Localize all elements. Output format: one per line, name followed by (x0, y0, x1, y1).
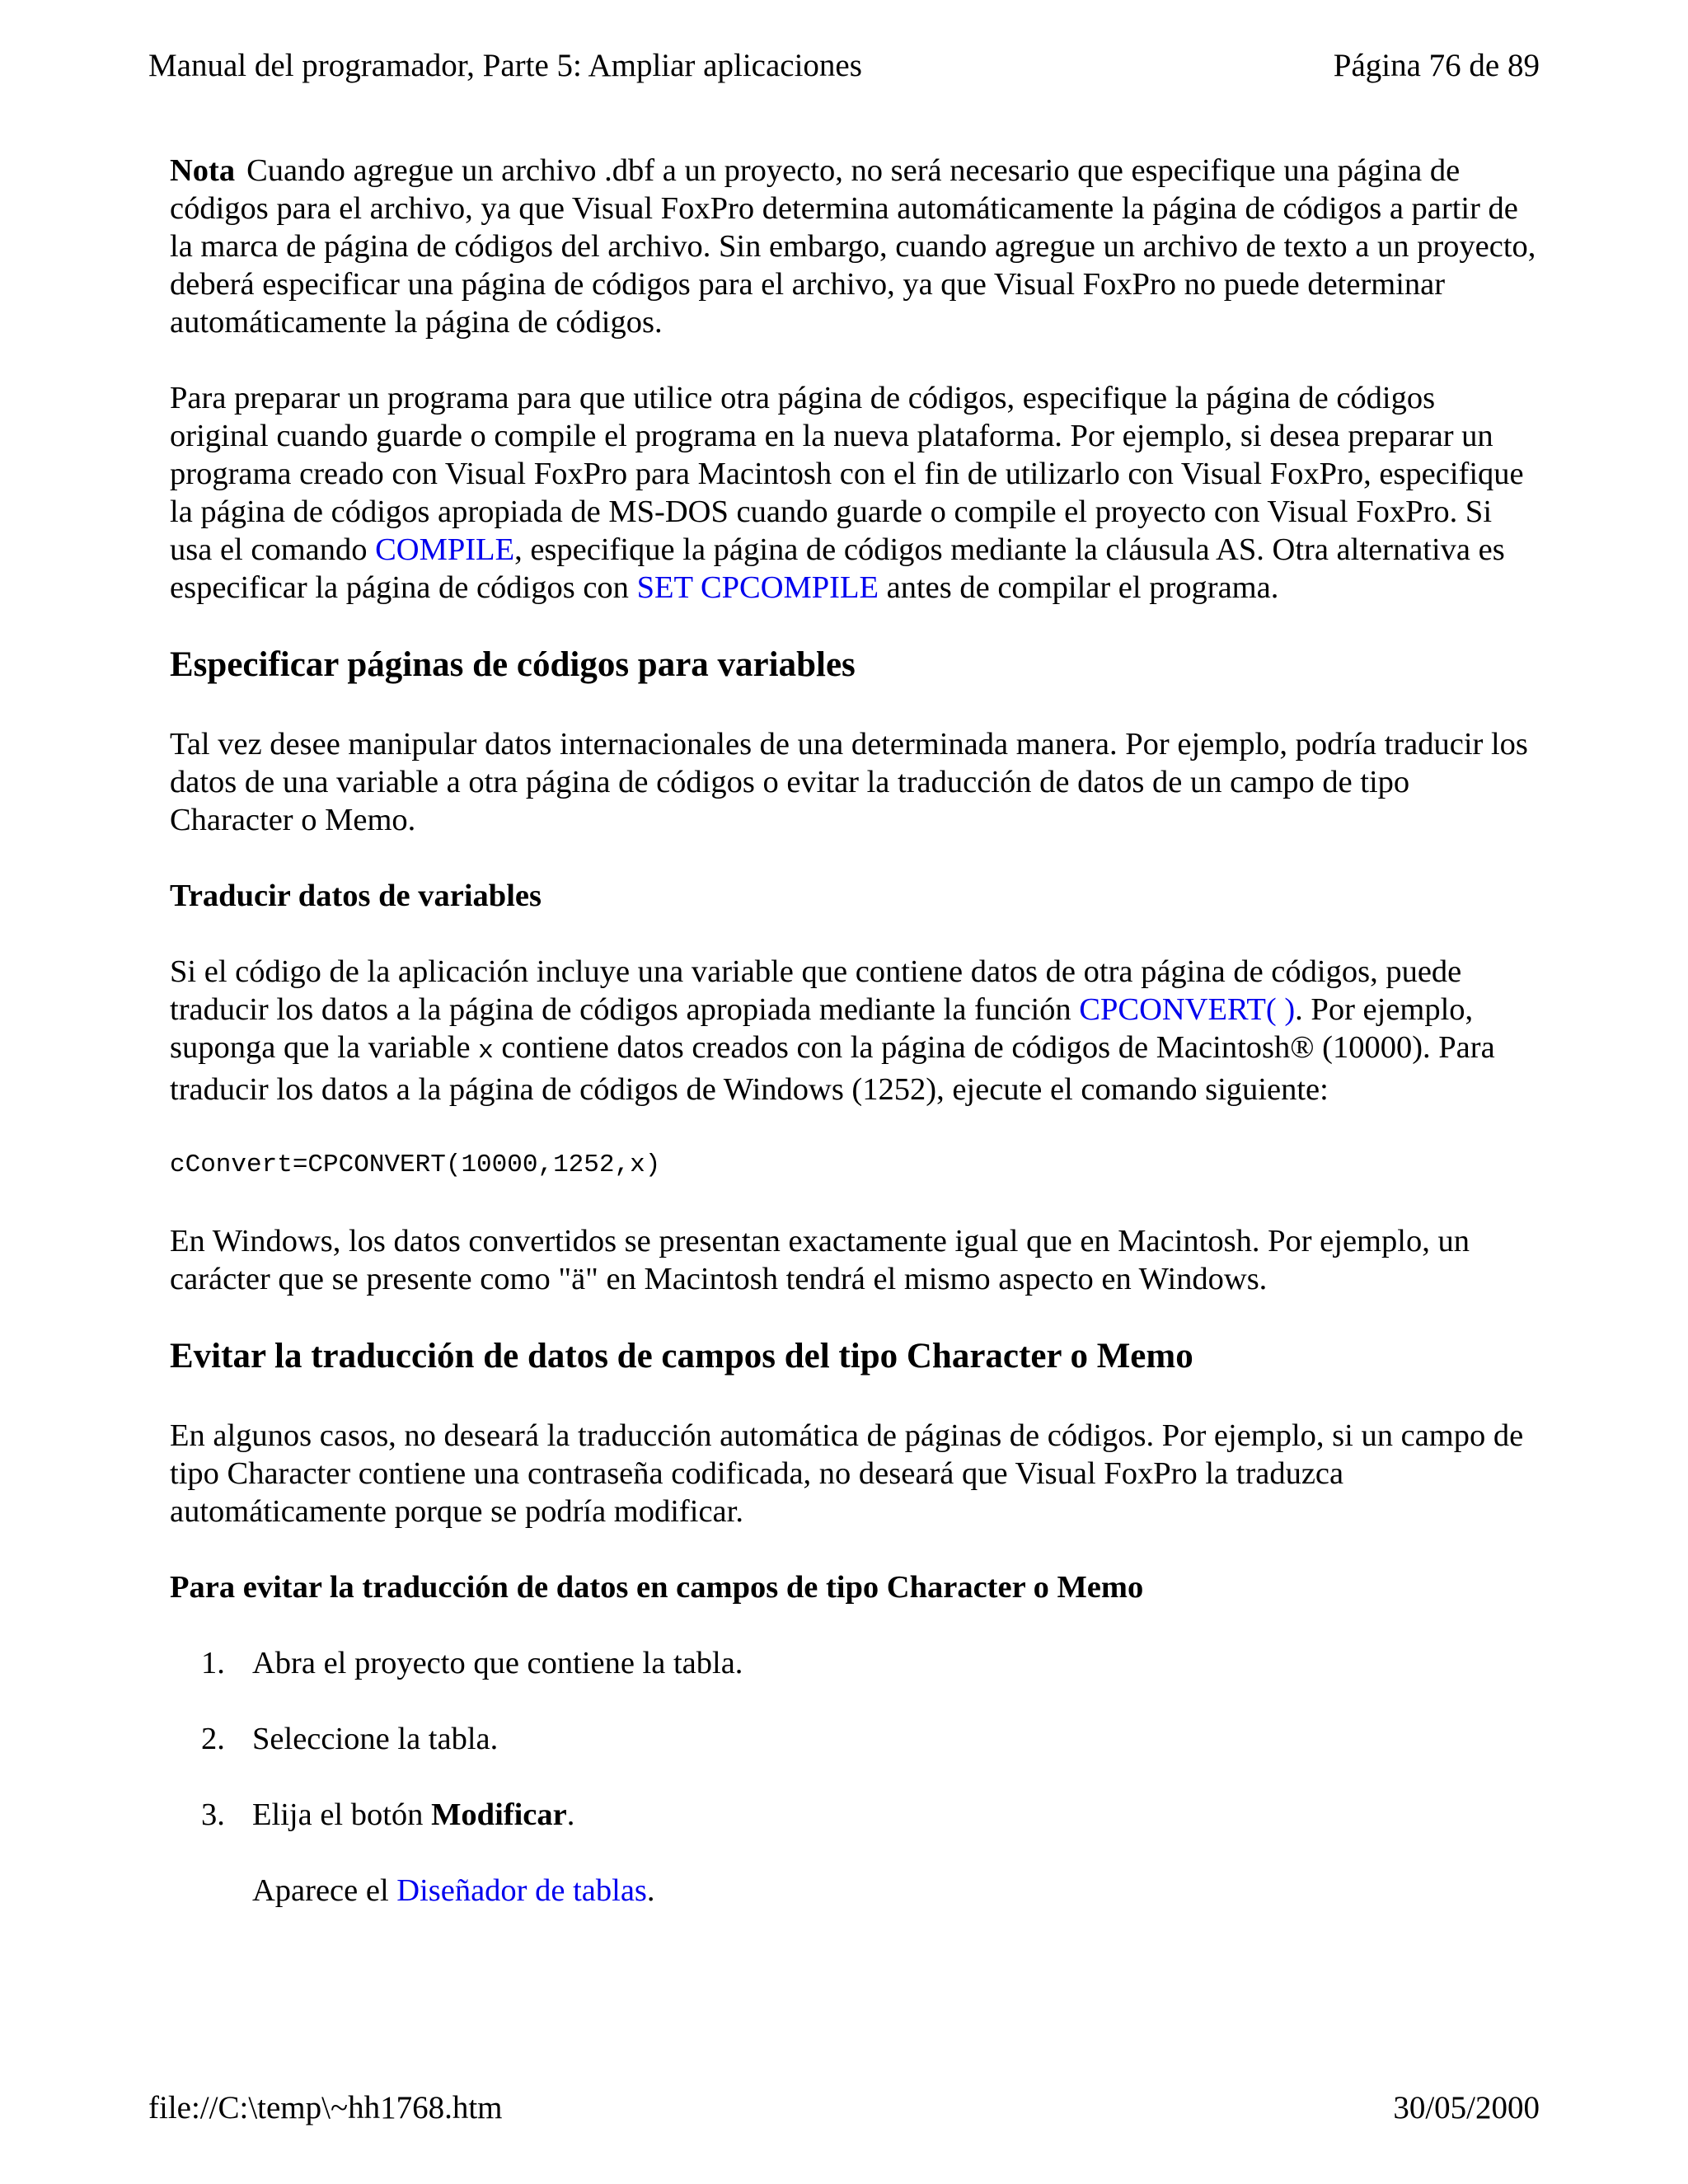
prepare-text-2: , especifique la página de códigos mediante la cláusula AS. Otra alternativa es especificar la página de códigos con (170, 532, 1505, 605)
step-number: 2. (201, 1722, 225, 1756)
document-title: Manual del programador, Parte 5: Ampliar aplicaciones (148, 48, 862, 83)
print-date: 30/05/2000 (1393, 2090, 1540, 2125)
code-example: cConvert=CPCONVERT(10000,1252,x) (170, 1151, 661, 1179)
prepare-paragraph (170, 379, 1538, 607)
step-number: 3. (201, 1797, 225, 1832)
page-footer (148, 2088, 1540, 2128)
translate-text-3: contiene datos creados con la página de códigos de Macintosh® (10000). Para traducir los datos a la página de códigos de Windows (1252), ejecute el comando siguiente: (170, 1030, 1495, 1107)
heading-variables: Especificar páginas de códigos para variables (170, 645, 856, 684)
variables-intro: Tal vez desee manipular datos internacionales de una determinada manera. Por ejemplo, podría traducir los datos de una variable a otra página de códigos o evitar la traducción de datos de un campo de tipo Character o Memo. (170, 727, 1528, 837)
step-text: Seleccione la tabla. (252, 1722, 499, 1756)
procedure-steps (170, 1644, 1538, 1834)
step-text-end: . (566, 1797, 575, 1832)
table-designer-link[interactable]: Diseñador de tablas (396, 1873, 647, 1908)
set-cpcompile-link[interactable]: SET CPCOMPILE (636, 570, 879, 605)
prepare-text-1: Para preparar un programa para que utilice otra página de códigos, especifique la página de códigos original cuando guarde o compile el programa en la nueva plataforma. Por ejemplo, si desea preparar un programa creado con Visual FoxPro para Macintosh con el fin de utilizarlo con Visual FoxPro, especifique la página de códigos apropiada de MS-DOS cuando guarde o compile el proyecto con Visual FoxPro. Si usa el comando (170, 381, 1524, 567)
fields-intro: En algunos casos, no deseará la traducción automática de páginas de códigos. Por ejemplo, si un campo de tipo Character contiene una contraseña codificada, no deseará que Visual FoxPro la traduzca automáticamente porque se podría modificar. (170, 1418, 1524, 1529)
translate-paragraph (170, 953, 1538, 1108)
page-content (170, 152, 1538, 1910)
variable-x: x (478, 1037, 494, 1066)
page-header (148, 46, 1540, 86)
file-path: file://C:\temp\~hh1768.htm (148, 2090, 503, 2125)
note-label: Nota (170, 153, 236, 188)
heading-fields: Evitar la traducción de datos de campos del tipo Character o Memo (170, 1337, 1193, 1376)
step-text: Abra el proyecto que contiene la tabla. (252, 1646, 743, 1680)
cpconvert-link[interactable]: CPCONVERT( ) (1079, 992, 1296, 1027)
windows-paragraph: En Windows, los datos convertidos se presentan exactamente igual que en Macintosh. Por ejemplo, un carácter que se presente como "ä" en Macintosh tendrá el mismo aspecto en Windows. (170, 1224, 1470, 1296)
appears-paragraph (170, 1872, 1538, 1910)
procedure-title: Para evitar la traducción de datos en campos de tipo Character o Memo (170, 1570, 1144, 1605)
prepare-text-3: antes de compilar el programa. (879, 570, 1279, 605)
compile-link[interactable]: COMPILE (375, 532, 515, 567)
list-item (170, 1720, 1538, 1758)
appears-text: Aparece el (252, 1873, 397, 1908)
modify-button-label: Modificar (431, 1797, 567, 1832)
step-number: 1. (201, 1646, 225, 1680)
page-number: Página 76 de 89 (1333, 48, 1540, 83)
list-item (170, 1796, 1538, 1834)
note-paragraph (170, 152, 1538, 341)
translate-text-1: Si el código de la aplicación incluye una variable que contiene datos de otra página de códigos, puede traducir los datos a la página de códigos apropiada mediante la función (170, 954, 1462, 1027)
translate-text-2: . Por ejemplo, suponga que la variable (170, 992, 1474, 1065)
note-text: Cuando agregue un archivo .dbf a un proyecto, no será necesario que especifique una página de códigos para el archivo, ya que Visual FoxPro determina automáticamente la página de códigos a partir de la marca de página de códigos del archivo. Sin embargo, cuando agregue un archivo de texto a un proyecto, deberá especificar una página de códigos para el archivo, ya que Visual FoxPro no puede determinar automáticamente la página de códigos. (170, 153, 1536, 340)
list-item (170, 1644, 1538, 1682)
subheading-translate: Traducir datos de variables (170, 879, 542, 913)
appears-end: . (646, 1873, 655, 1908)
step-text: Elija el botón (252, 1797, 432, 1832)
